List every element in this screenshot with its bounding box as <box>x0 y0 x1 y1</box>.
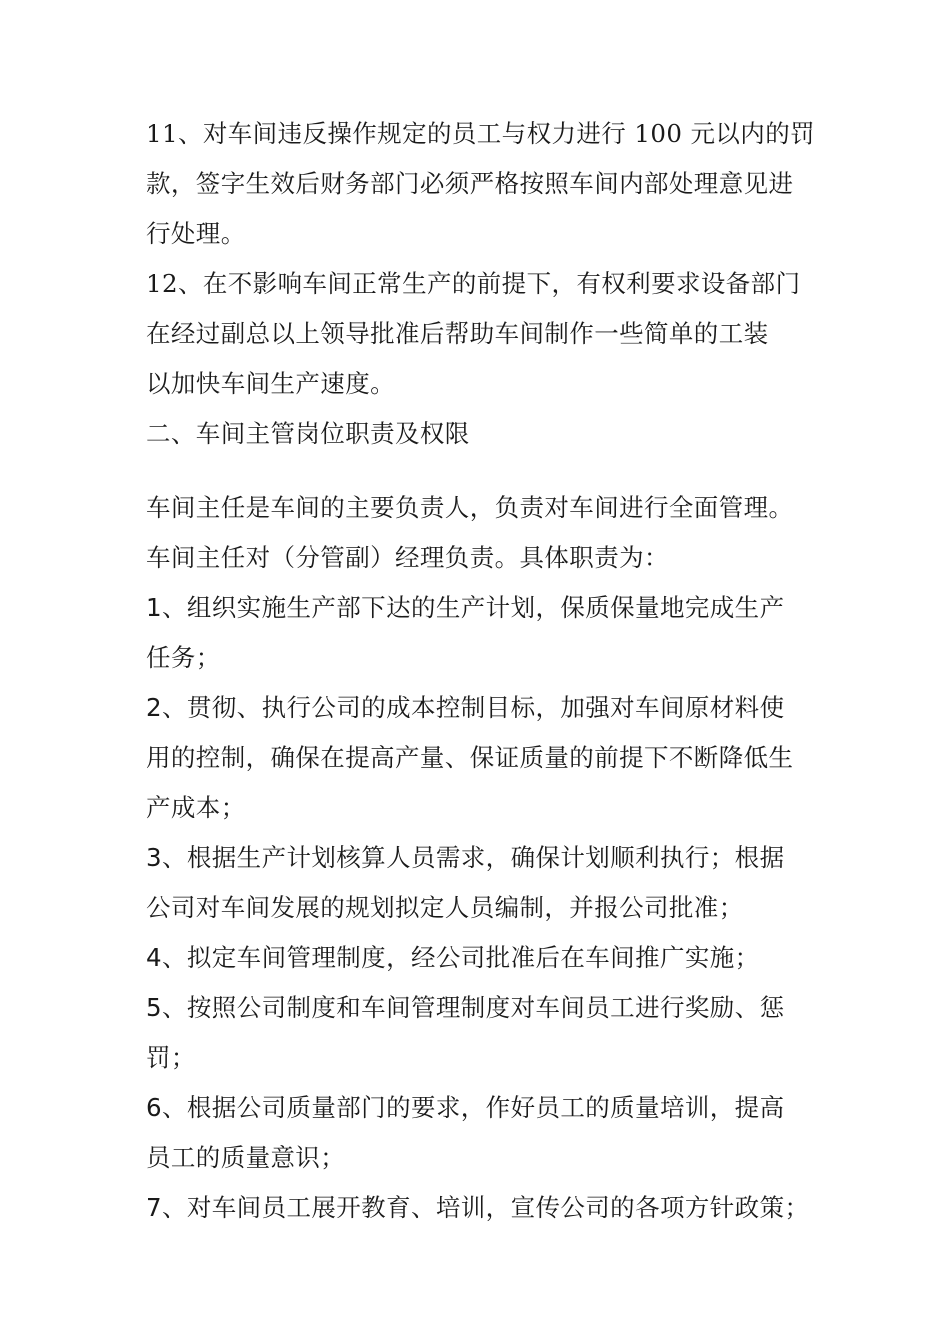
list-item: 5、按照公司制度和车间管理制度对车间员工进行奖励、惩 <box>146 993 785 1022</box>
list-item: 7、对车间员工展开教育、培训，宣传公司的各项方针政策； <box>146 1193 810 1222</box>
text-line: 在经过副总以上领导批准后帮助车间制作一些简单的工装 <box>146 319 769 348</box>
text-line: 12、在不影响车间正常生产的前提下，有权利要求设备部门 <box>146 269 801 298</box>
text-line: 款，签字生效后财务部门必须严格按照车间内部处理意见进 <box>146 169 794 198</box>
text-line: 员工的质量意识； <box>146 1143 346 1172</box>
text-line: 11、对车间违反操作规定的员工与权力进行 100 元以内的罚 <box>146 119 816 148</box>
text-line: 以加快车间生产速度。 <box>146 369 395 398</box>
text-line: 罚； <box>146 1043 196 1072</box>
list-item: 2、贯彻、执行公司的成本控制目标，加强对车间原材料使 <box>146 693 785 722</box>
list-item: 4、拟定车间管理制度，经公司批准后在车间推广实施； <box>146 943 760 972</box>
text-line: 产成本； <box>146 793 246 822</box>
section-heading: 二、车间主管岗位职责及权限 <box>146 419 470 448</box>
text-line: 车间主任是车间的主要负责人，负责对车间进行全面管理。 <box>146 493 794 522</box>
list-item: 1、组织实施生产部下达的生产计划，保质保量地完成生产 <box>146 593 785 622</box>
text-line: 行处理。 <box>146 219 246 248</box>
list-item: 3、根据生产计划核算人员需求，确保计划顺利执行；根据 <box>146 843 785 872</box>
text-line: 任务； <box>146 643 221 672</box>
list-item: 6、根据公司质量部门的要求，作好员工的质量培训，提高 <box>146 1093 785 1122</box>
text-line: 用的控制，确保在提高产量、保证质量的前提下不断降低生 <box>146 743 794 772</box>
text-line: 车间主任对（分管副）经理负责。具体职责为： <box>146 543 669 572</box>
text-line: 公司对车间发展的规划拟定人员编制，并报公司批准； <box>146 893 744 922</box>
